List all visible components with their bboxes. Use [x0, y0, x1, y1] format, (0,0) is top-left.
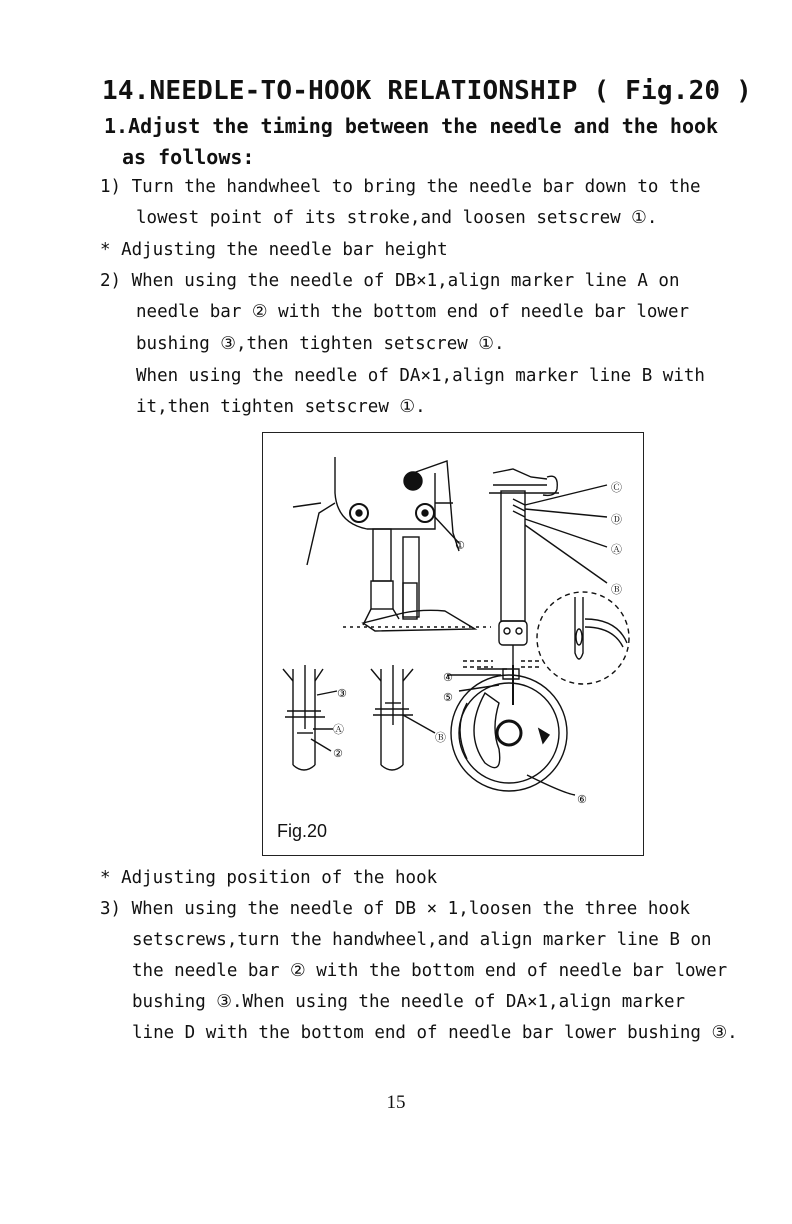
step-3-line-5: line D with the bottom end of needle bar lower bushing ③. — [132, 1023, 738, 1043]
step-2-line-2: needle bar ② with the bottom end of needle bar lower — [136, 302, 690, 322]
step-3-line-2: setscrews,turn the handwheel,and align marker line B on — [132, 930, 712, 950]
label-a-top: Ⓐ — [611, 543, 622, 556]
step-3-line-3: the needle bar ② with the bottom end of needle bar lower — [132, 961, 728, 981]
subheading-line-2: as follows: — [122, 145, 255, 169]
label-4: ④ — [443, 671, 453, 684]
step-2-line-3: bushing ③,then tighten setscrew ①. — [136, 334, 505, 354]
label-setscrew-1: ① — [455, 539, 465, 552]
step-3-line-4: bushing ③.When using the needle of DA×1,align marker — [132, 992, 686, 1012]
subheading-line-1: 1.Adjust the timing between the needle and the hook — [104, 114, 719, 138]
label-a-lower: Ⓐ — [333, 723, 344, 736]
step-1-line-1: 1) Turn the handwheel to bring the needle bar down to the — [100, 177, 701, 197]
label-b-top: Ⓑ — [611, 583, 622, 596]
note-hook-position: * Adjusting position of the hook — [100, 868, 438, 888]
label-bushing-3: ③ — [337, 687, 347, 700]
step-2-line-5: it,then tighten setscrew ①. — [136, 397, 426, 417]
label-6: ⑥ — [577, 793, 587, 806]
machine-head-outline — [335, 457, 435, 529]
figure-caption: Fig.20 — [277, 821, 328, 841]
label-d: Ⓓ — [611, 513, 622, 526]
label-5: ⑤ — [443, 691, 453, 704]
note-needle-bar-height: * Adjusting the needle bar height — [100, 240, 448, 260]
label-needle-bar-2: ② — [333, 747, 343, 760]
section-heading: 14.NEEDLE-TO-HOOK RELATIONSHIP ( Fig.20 ) — [102, 76, 752, 106]
page-number: 15 — [386, 1092, 406, 1113]
label-b-lower: Ⓑ — [435, 731, 446, 744]
label-c: Ⓒ — [611, 481, 622, 494]
step-3-line-1: 3) When using the needle of DB × 1,loosen the three hook — [100, 899, 691, 919]
step-2-line-1: 2) When using the needle of DB×1,align marker line A on — [100, 271, 680, 291]
figure-20 — [262, 432, 644, 856]
step-1-line-2: lowest point of its stroke,and loosen setscrew ①. — [136, 208, 658, 228]
step-2-line-4: When using the needle of DA×1,align marker line B with — [136, 366, 705, 386]
needle-hook-diagram — [263, 433, 643, 855]
